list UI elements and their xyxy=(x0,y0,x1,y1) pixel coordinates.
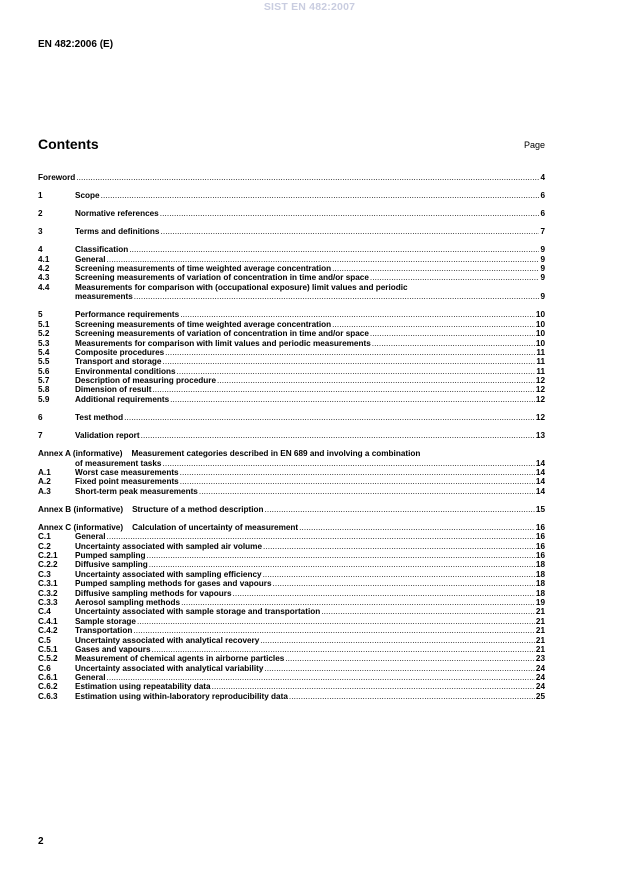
toc-entry-number: A.1 xyxy=(38,467,51,477)
toc-entry-title: Worst case measurements xyxy=(75,467,179,477)
toc-entry-page: 12 xyxy=(535,385,545,395)
toc-entry-title: Classification xyxy=(75,245,129,255)
toc-entry-5-4[interactable] xyxy=(38,348,545,357)
toc-entry-title-line2: of measurement tasks xyxy=(75,458,162,468)
toc-entry-number: 6 xyxy=(38,412,43,422)
toc-entry-title: Test method xyxy=(75,412,124,422)
toc-entry-page: 10 xyxy=(535,319,545,329)
toc-entry-title: Uncertainty associated with analytical recovery xyxy=(75,635,260,645)
page-column-label: Page xyxy=(523,140,545,150)
toc-entry-c-6-3[interactable] xyxy=(38,692,545,701)
toc-entry-title: Scope xyxy=(75,191,100,201)
toc-entry-number: 5.2 xyxy=(38,329,50,339)
toc-entry-number: C.5.2 xyxy=(38,654,58,664)
toc-entry-5-9[interactable] xyxy=(38,395,545,404)
toc-entry-title: Environmental conditions xyxy=(75,366,176,376)
toc-entry-annex-c[interactable] xyxy=(38,523,545,532)
toc-entry-page: 11 xyxy=(536,357,545,367)
toc-entry-title: Uncertainty associated with analytical variability xyxy=(75,663,264,673)
toc-entry-title: Performance requirements xyxy=(75,310,180,320)
toc-entry-4-4[interactable] xyxy=(38,283,545,302)
toc-entry-page: 24 xyxy=(535,673,545,683)
toc-entry-5-1[interactable] xyxy=(38,320,545,329)
toc-entry-number: C.3 xyxy=(38,569,51,579)
toc-entry-4-2[interactable] xyxy=(38,264,545,273)
toc-entry-page: 14 xyxy=(535,467,545,477)
toc-entry-page: 10 xyxy=(535,329,545,339)
toc-entry-page: 21 xyxy=(535,626,545,636)
toc-entry-number: 7 xyxy=(38,431,43,441)
toc-entry-page: 18 xyxy=(535,569,545,579)
toc-entry-1[interactable] xyxy=(38,191,545,200)
toc-entry-c-4-2[interactable] xyxy=(38,626,545,635)
toc-entry-title: Measurements for comparison with limit values and periodic measurements xyxy=(75,338,371,348)
toc-entry-number: 5.4 xyxy=(38,347,50,357)
toc-entry-number: 4 xyxy=(38,245,43,255)
toc-entry-4[interactable] xyxy=(38,245,545,254)
toc-entry-title: Pumped sampling xyxy=(75,551,146,561)
toc-entry-page: 14 xyxy=(535,486,545,496)
toc-entry-page: 6 xyxy=(540,209,545,219)
toc-entry-page: 21 xyxy=(535,635,545,645)
toc-entry-a-2[interactable] xyxy=(38,477,545,486)
toc-entry-6[interactable] xyxy=(38,413,545,422)
watermark: SIST EN 482:2007 xyxy=(263,1,356,13)
toc-entry-page: 6 xyxy=(540,191,545,201)
table-of-contents xyxy=(38,173,545,701)
toc-entry-title: General xyxy=(75,673,106,683)
toc-entry-page: 4 xyxy=(540,173,545,182)
toc-entry-title: Additional requirements xyxy=(75,394,170,404)
toc-entry-title: Uncertainty associated with sampling efficiency xyxy=(75,569,262,579)
toc-entry-number: C.3.1 xyxy=(38,579,58,589)
toc-entry-number: C.6.2 xyxy=(38,682,58,692)
toc-entry-number: 2 xyxy=(38,209,43,219)
toc-entry-c-3-2[interactable] xyxy=(38,589,545,598)
toc-entry-3[interactable] xyxy=(38,227,545,236)
toc-entry-page: 21 xyxy=(535,644,545,654)
toc-entry-c-1[interactable] xyxy=(38,532,545,541)
toc-entry-title: Estimation using within-laboratory reproducibility data xyxy=(75,691,288,701)
toc-entry-title: Calculation of uncertainty of measurement xyxy=(132,522,299,532)
toc-entry-title: Measurement of chemical agents in airborne particles xyxy=(75,654,285,664)
toc-entry-number: A.2 xyxy=(38,477,51,487)
toc-entry-page: 24 xyxy=(535,663,545,673)
toc-entry-c-3-1[interactable] xyxy=(38,579,545,588)
toc-entry-title: Diffusive sampling methods for vapours xyxy=(75,588,232,598)
toc-entry-c-2[interactable] xyxy=(38,542,545,551)
toc-entry-number: C.2.1 xyxy=(38,551,58,561)
toc-entry-number: C.4 xyxy=(38,607,51,617)
toc-entry-number: C.1 xyxy=(38,532,51,542)
toc-entry-number: 5.8 xyxy=(38,385,50,395)
toc-entry-4-1[interactable] xyxy=(38,255,545,264)
toc-entry-7[interactable] xyxy=(38,431,545,440)
toc-entry-number: C.3.2 xyxy=(38,588,58,598)
toc-entry-c-4[interactable] xyxy=(38,607,545,616)
toc-entry-page: 9 xyxy=(540,273,545,283)
toc-entry-title: Short-term peak measurements xyxy=(75,486,198,496)
toc-entry-c-5[interactable] xyxy=(38,636,545,645)
toc-entry-title: Diffusive sampling xyxy=(75,560,148,570)
toc-entry-page: 7 xyxy=(540,227,545,237)
toc-entry-page: 15 xyxy=(535,504,545,514)
toc-entry-page: 24 xyxy=(535,682,545,692)
toc-entry-page: 12 xyxy=(535,394,545,404)
toc-entry-5-5[interactable] xyxy=(38,357,545,366)
toc-entry-5[interactable] xyxy=(38,310,545,319)
toc-entry-number: C.6 xyxy=(38,663,51,673)
toc-entry-title: Estimation using repeatability data xyxy=(75,682,211,692)
toc-entry-title: Normative references xyxy=(75,209,159,219)
toc-entry-5-6[interactable] xyxy=(38,367,545,376)
toc-entry-annex-b[interactable] xyxy=(38,505,545,514)
toc-entry-title: Fixed point measurements xyxy=(75,477,179,487)
toc-entry-c-5-1[interactable] xyxy=(38,645,545,654)
toc-entry-number: C.5 xyxy=(38,635,51,645)
toc-entry-number: 4.2 xyxy=(38,264,50,274)
toc-entry-page: 13 xyxy=(535,431,545,441)
toc-entry-number: A.3 xyxy=(38,486,51,496)
toc-entry-number: 4.1 xyxy=(38,254,50,264)
toc-entry-5-7[interactable] xyxy=(38,376,545,385)
toc-entry-page: 18 xyxy=(535,579,545,589)
toc-entry-c-2-2[interactable] xyxy=(38,560,545,569)
toc-entry-title: General xyxy=(75,254,106,264)
toc-entry-c-6-2[interactable] xyxy=(38,682,545,691)
toc-entry-page: 14 xyxy=(535,458,545,468)
toc-entry-number: C.2.2 xyxy=(38,560,58,570)
toc-entry-number: C.4.2 xyxy=(38,626,58,636)
toc-entry-number: 5.9 xyxy=(38,394,50,404)
toc-entry-number: 5.6 xyxy=(38,366,50,376)
toc-entry-number: 1 xyxy=(38,191,43,201)
toc-entry-a-3[interactable] xyxy=(38,487,545,496)
toc-entry-page: 21 xyxy=(535,616,545,626)
toc-entry-page: 14 xyxy=(535,477,545,487)
toc-entry-page: 23 xyxy=(535,654,545,664)
toc-entry-number: 4.4 xyxy=(38,282,50,292)
document-header: EN 482:2006 (E) xyxy=(38,39,114,50)
page-number: 2 xyxy=(38,836,44,847)
toc-entry-title: Dimension of result xyxy=(75,385,152,395)
toc-entry-page: 16 xyxy=(535,551,545,561)
toc-entry-annex-a[interactable] xyxy=(38,449,545,468)
toc-entry-page: 16 xyxy=(535,541,545,551)
toc-entry-title: Screening measurements of variation of concentration in time and/or space xyxy=(75,273,369,283)
toc-entry-page: 25 xyxy=(535,691,545,701)
toc-entry-4-3[interactable] xyxy=(38,273,545,282)
toc-entry-page: 16 xyxy=(535,532,545,542)
toc-entry-title: General xyxy=(75,532,106,542)
toc-entry-page: 18 xyxy=(535,588,545,598)
toc-entry-page: 21 xyxy=(535,607,545,617)
toc-entry-number: C.3.3 xyxy=(38,597,58,607)
toc-entry-a-1[interactable] xyxy=(38,468,545,477)
toc-entry-number: C.4.1 xyxy=(38,616,58,626)
toc-entry-title-line1: Measurement categories described in EN 689 and involving a combination xyxy=(131,449,421,459)
toc-entry-number: C.2 xyxy=(38,541,51,551)
toc-entry-title: Sample storage xyxy=(75,616,136,626)
toc-entry-title: Transport and storage xyxy=(75,357,162,367)
toc-entry-foreword[interactable] xyxy=(38,173,545,182)
toc-entry-title: Pumped sampling methods for gases and vapours xyxy=(75,579,272,589)
toc-entry-title: Uncertainty associated with sampled air volume xyxy=(75,541,263,551)
toc-entry-title-line2: measurements xyxy=(75,292,133,302)
toc-entry-title: Composite procedures xyxy=(75,347,165,357)
toc-entry-page: 9 xyxy=(540,254,545,264)
toc-entry-number: 5.1 xyxy=(38,319,50,329)
toc-entry-number: 5 xyxy=(38,310,43,320)
toc-entry-5-3[interactable] xyxy=(38,339,545,348)
toc-entry-title-line1: Measurements for comparison with (occupational exposure) limit values and periodic xyxy=(75,282,408,292)
toc-entry-title: Foreword xyxy=(38,173,76,182)
toc-entry-c-4-1[interactable] xyxy=(38,617,545,626)
toc-entry-c-6-1[interactable] xyxy=(38,673,545,682)
toc-entry-page: 10 xyxy=(535,310,545,320)
toc-entry-title: Screening measurements of variation of concentration in time and/or space xyxy=(75,329,369,339)
toc-entry-page: 11 xyxy=(536,347,545,357)
toc-entry-number: 5.3 xyxy=(38,338,50,348)
toc-entry-2[interactable] xyxy=(38,209,545,218)
toc-entry-page: 9 xyxy=(540,245,545,255)
toc-entry-title: Description of measuring procedure xyxy=(75,376,217,386)
toc-entry-number: 5.5 xyxy=(38,357,50,367)
toc-entry-page: 9 xyxy=(540,264,545,274)
toc-entry-page: 19 xyxy=(535,597,545,607)
toc-entry-title: Aerosol sampling methods xyxy=(75,597,181,607)
page-title: Contents xyxy=(38,136,99,152)
toc-entry-page: 16 xyxy=(535,522,545,532)
toc-entry-number: 3 xyxy=(38,227,43,237)
toc-entry-number: C.6.3 xyxy=(38,691,58,701)
toc-entry-title: Validation report xyxy=(75,431,140,441)
toc-entry-page: 18 xyxy=(535,560,545,570)
toc-entry-title: Transportation xyxy=(75,626,133,636)
toc-entry-c-6[interactable] xyxy=(38,664,545,673)
toc-entry-5-8[interactable] xyxy=(38,385,545,394)
toc-entry-c-3[interactable] xyxy=(38,570,545,579)
toc-entry-5-2[interactable] xyxy=(38,329,545,338)
toc-entry-number: C.6.1 xyxy=(38,673,58,683)
toc-entry-page: 12 xyxy=(535,376,545,386)
toc-entry-number: 5.7 xyxy=(38,376,50,386)
toc-entry-number: 4.3 xyxy=(38,273,50,283)
toc-entry-number: C.5.1 xyxy=(38,644,58,654)
toc-entry-title: Structure of a method description xyxy=(132,504,264,514)
annex-label: Annex B (informative) xyxy=(38,504,124,514)
toc-entry-title: Screening measurements of time weighted average concentration xyxy=(75,319,332,329)
toc-entry-title: Terms and definitions xyxy=(75,227,160,237)
toc-entry-c-3-3[interactable] xyxy=(38,598,545,607)
toc-entry-page: 11 xyxy=(536,366,545,376)
toc-entry-page: 9 xyxy=(540,292,545,302)
annex-label: Annex A (informative) xyxy=(38,449,123,459)
toc-entry-title: Uncertainty associated with sample storage and transportation xyxy=(75,607,321,617)
toc-entry-title: Gases and vapours xyxy=(75,644,151,654)
annex-label: Annex C (informative) xyxy=(38,522,124,532)
toc-entry-page: 10 xyxy=(535,338,545,348)
toc-entry-c-2-1[interactable] xyxy=(38,551,545,560)
toc-entry-page: 12 xyxy=(535,412,545,422)
toc-entry-title: Screening measurements of time weighted average concentration xyxy=(75,264,332,274)
toc-entry-c-5-2[interactable] xyxy=(38,654,545,663)
